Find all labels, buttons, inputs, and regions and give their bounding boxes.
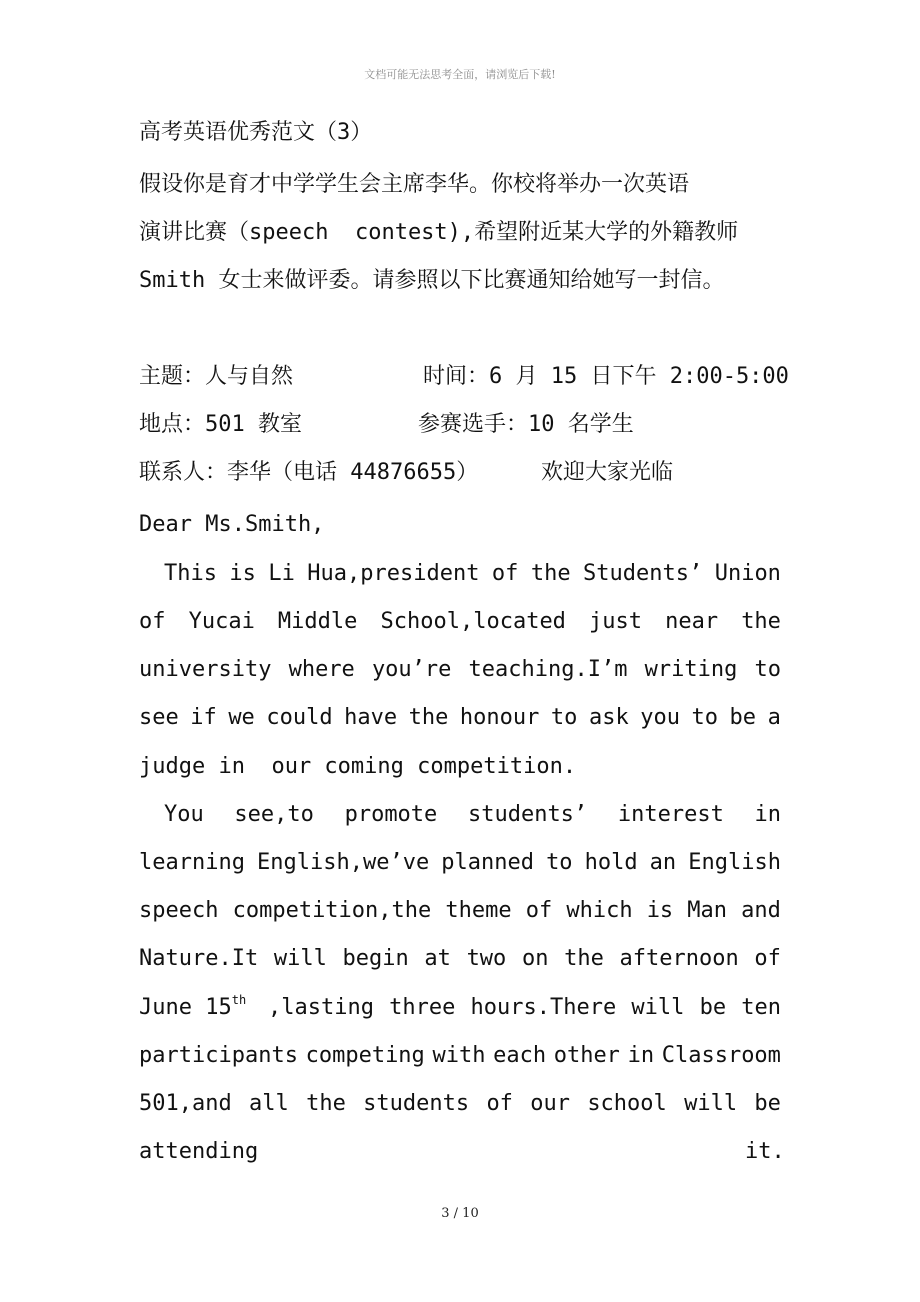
- word: in: [627, 1043, 655, 1068]
- word: Li: [268, 561, 295, 586]
- word: honour: [459, 705, 540, 730]
- word: the: [408, 705, 449, 730]
- letter-p1-line-1: [164, 559, 781, 589]
- word: other: [553, 1043, 620, 1068]
- word: school: [587, 1091, 667, 1116]
- letter-salutation: Dear Ms.Smith,: [139, 512, 325, 537]
- word: be: [699, 995, 727, 1020]
- prompt-line-2: 演讲比赛（speech contest),希望附近某大学的外籍教师: [139, 220, 739, 245]
- word: we: [228, 705, 255, 730]
- letter-p1-line-3: [139, 655, 781, 685]
- word: is: [229, 561, 256, 586]
- word: hours.There: [470, 995, 617, 1020]
- letter-p2-line-4: [139, 944, 781, 974]
- word: each: [493, 1043, 547, 1068]
- word: theme: [445, 898, 512, 923]
- letter-p2-line-5-date: [139, 993, 246, 1023]
- word: the: [741, 609, 781, 634]
- letter-p2-line-6: [139, 1041, 781, 1071]
- word: ,lasting: [268, 995, 374, 1020]
- word: could: [266, 705, 333, 730]
- word: ask: [588, 705, 629, 730]
- word: two: [466, 946, 507, 971]
- word: hold: [584, 850, 638, 875]
- word: will: [631, 995, 685, 1020]
- notice-welcome: 欢迎大家光临: [541, 460, 674, 485]
- prompt-line-1: 假设你是育才中学学生会主席李华。你校将举办一次英语: [139, 172, 690, 197]
- word: the: [530, 561, 571, 586]
- word: afternoon: [619, 946, 739, 971]
- word: promote: [344, 802, 438, 827]
- word: to: [550, 705, 578, 730]
- word: of: [139, 609, 166, 634]
- word: of: [525, 898, 553, 923]
- word: will: [273, 946, 327, 971]
- word: all: [249, 1091, 289, 1116]
- word: will: [684, 1091, 738, 1116]
- word: 501,and: [139, 1091, 232, 1116]
- word: is: [646, 898, 674, 923]
- page-number: 3 / 10: [441, 1206, 479, 1221]
- word: our: [530, 1091, 570, 1116]
- word: the: [306, 1091, 346, 1116]
- word: be: [754, 1091, 781, 1116]
- prompt-line-3: Smith 女士来做评委。请参照以下比赛通知给她写一封信。: [139, 268, 725, 293]
- word: students: [363, 1091, 470, 1116]
- word: Students’: [583, 561, 703, 586]
- word: Union: [714, 561, 781, 586]
- notice-topic: 主题：人与自然: [139, 364, 294, 389]
- word: competition,the: [232, 898, 432, 923]
- letter-p1-line-5: judge in our coming competition.: [139, 754, 577, 779]
- word: near: [665, 609, 719, 634]
- document-title: 高考英语优秀范文（3）: [139, 120, 373, 145]
- word: begin: [342, 946, 409, 971]
- word: to: [546, 850, 573, 875]
- word: the: [564, 946, 604, 971]
- word: university: [139, 657, 272, 682]
- word: an: [649, 850, 677, 875]
- word: see: [139, 705, 179, 730]
- word: on: [521, 946, 549, 971]
- notice-place: 地点：501 教室: [139, 412, 302, 437]
- word: with: [432, 1043, 486, 1068]
- word: Middle: [277, 609, 358, 634]
- word: of: [486, 1091, 513, 1116]
- word: You: [164, 802, 204, 827]
- word: you’re: [371, 657, 452, 682]
- letter-p2-line-1: [164, 800, 781, 830]
- word: English: [688, 850, 781, 875]
- word: of: [754, 946, 781, 971]
- word: Hua,president: [307, 561, 480, 586]
- word: of: [491, 561, 519, 586]
- notice-time: 时间：6 月 15 日下午 2:00-5:00: [423, 364, 789, 389]
- word: planned: [441, 850, 534, 875]
- notice-contact: 联系人：李华（电话 44876655）: [139, 460, 479, 485]
- word: be: [729, 705, 757, 730]
- word: just: [589, 609, 643, 634]
- word: and: [741, 898, 781, 923]
- word: ten: [741, 995, 781, 1020]
- word: to: [691, 705, 719, 730]
- word: where: [288, 657, 355, 682]
- word: This: [164, 561, 217, 586]
- word: learning: [139, 850, 245, 875]
- letter-p2-line-7: [139, 1089, 781, 1119]
- word: see,to: [234, 802, 314, 827]
- word: students’: [467, 802, 588, 827]
- letter-p2-line-3: [139, 896, 781, 926]
- word: have: [344, 705, 398, 730]
- word: a: [767, 705, 781, 730]
- june-date-text: June 15: [139, 995, 232, 1020]
- download-notice: 文档可能无法思考全面，请浏览后下载!: [364, 68, 556, 81]
- date-suffix: th: [231, 993, 247, 1007]
- word: Classroom: [661, 1043, 781, 1068]
- word: writing: [644, 657, 738, 682]
- word: you: [640, 705, 680, 730]
- letter-p2-line-5-rest: [268, 993, 781, 1023]
- word: speech: [139, 898, 219, 923]
- word: to: [754, 657, 781, 682]
- word: interest: [617, 802, 724, 827]
- word: competing: [305, 1043, 425, 1068]
- letter-p2-line-8-left: attending: [139, 1139, 259, 1164]
- word: teaching.I’m: [468, 657, 628, 682]
- letter-p1-line-4: [139, 703, 781, 733]
- letter-p1-line-2: [139, 607, 781, 637]
- word: three: [389, 995, 456, 1020]
- word: if: [190, 705, 217, 730]
- word: English,we’ve: [257, 850, 430, 875]
- letter-p2-line-8-right: it.: [745, 1139, 785, 1164]
- notice-participants: 参赛选手：10 名学生: [418, 412, 634, 437]
- word: School,located: [380, 609, 566, 634]
- word: in: [754, 802, 781, 827]
- word: Yucai: [188, 609, 255, 634]
- word: Nature.It: [139, 946, 259, 971]
- word: which: [566, 898, 633, 923]
- word: participants: [139, 1043, 298, 1068]
- word: at: [424, 946, 451, 971]
- letter-p2-line-2: [139, 848, 781, 878]
- word: Man: [687, 898, 728, 923]
